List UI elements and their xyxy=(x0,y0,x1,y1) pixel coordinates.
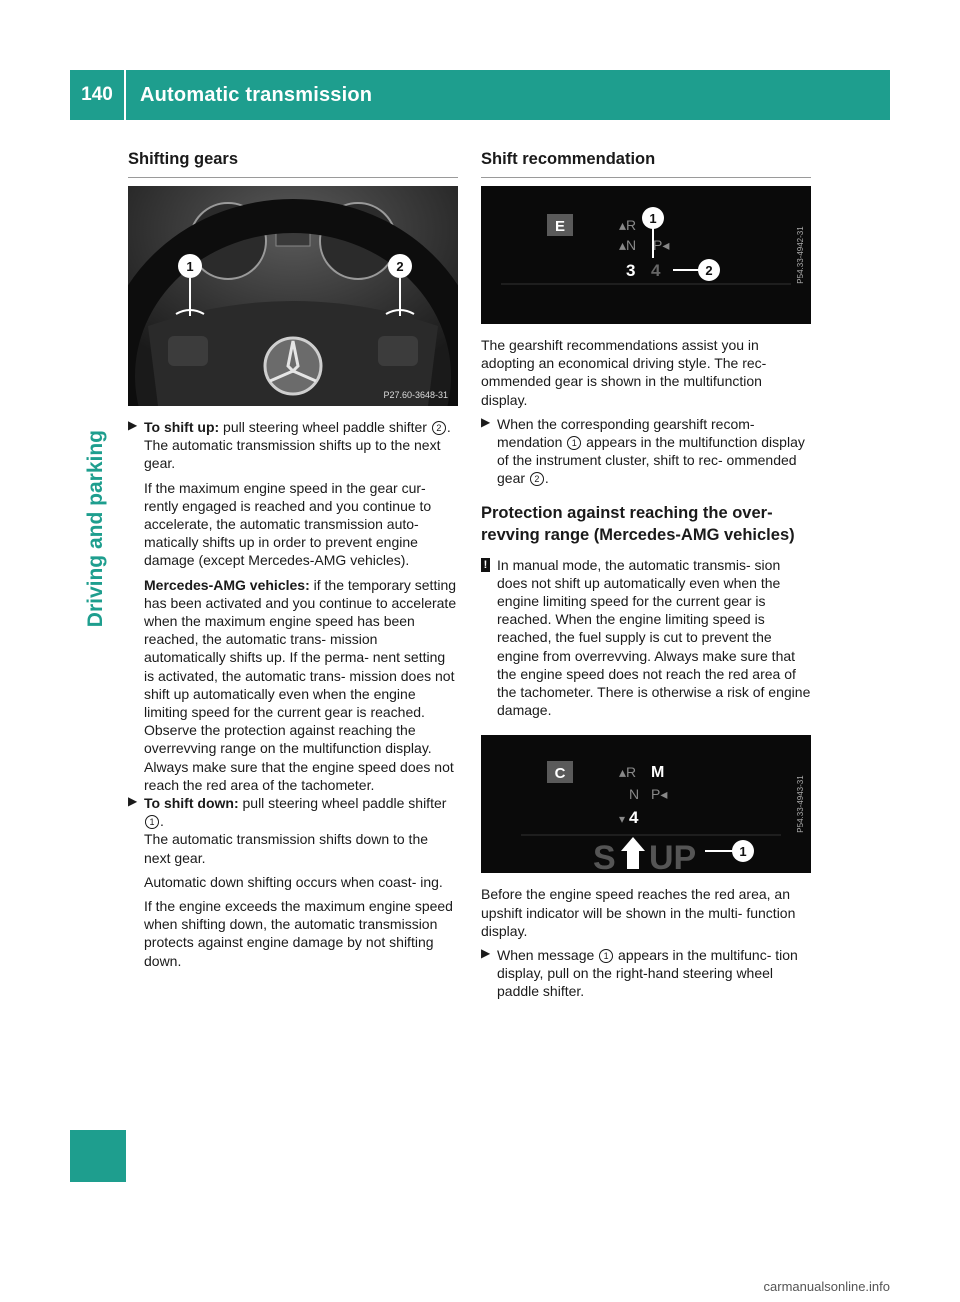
svg-text:1: 1 xyxy=(186,259,194,274)
instruction-shift-down: ▶ To shift down: pull steering wheel paddle shifter 1 . The automatic transmission shifts down to the next gear. Automatic down shifting occurs when coast- ing. If the engine exceeds the maximum engine speed when shifting down, the automatic transmission protects against engine damage by not shifting down. xyxy=(128,794,453,969)
section-heading-shifting-gears: Shifting gears xyxy=(128,150,458,178)
paragraph-gearshift-recommendations: The gearshift recommendations assist you in adopting an economical driving style. The rec- ommended gear is shown in the multifunction display. xyxy=(481,337,767,408)
svg-text:4: 4 xyxy=(651,261,661,280)
svg-text:P54.33-4942-31: P54.33-4942-31 xyxy=(796,226,805,284)
warning-note: ! In manual mode, the automatic transmis- sion does not shift up automatically even when the engine limiting speed for the current gear is reached. When the engine limiting speed is reached, the fuel supply is cut to prevent the engine from overrevving. Always make sure that the engine speed does not reach the red area of the tachometer. There is otherwise a risk of engine damage. xyxy=(481,556,811,720)
callout-1: 1 xyxy=(599,949,613,963)
instruction-shift-up: ▶ To shift up: pull steering wheel paddle shifter 2 . The automatic transmission shifts up to the next gear. If the maximum engine speed in the gear cur- rently engaged is reached and you continue to accelerate, the automatic transmission auto- matically shifts up in order to prevent engine damage (except Mercedes-AMG vehicles). Mercedes-AMG vehicles: if the temporary setting has been activated and you continue to accelerate when the maximum engine speed has been reached, the automatic trans- mission automatically shifts up. If the perma- nent setting is activated, the automatic trans- mission does not shift up automatically even when the engine limiting speed for the current gear is reached. Observe the protection against reaching the overrevving range on the multifunction display. Always make sure that the engine speed does not reach the red area of the tachometer. xyxy=(128,418,457,793)
svg-text:2: 2 xyxy=(705,263,713,278)
svg-text:1: 1 xyxy=(739,844,747,860)
svg-text:N: N xyxy=(629,786,640,803)
svg-text:▴R: ▴R xyxy=(619,217,637,233)
upshift-indicator-figure xyxy=(481,735,811,873)
bullet-arrow-icon: ▶ xyxy=(128,794,138,809)
steering-wheel-illustration xyxy=(128,186,458,406)
callout-2: 2 xyxy=(432,421,446,435)
instruction-pull-right-paddle: ▶ When message 1 appears in the multifunc- tion display, pull on the right-hand steering wheel paddle shifter. xyxy=(481,946,798,1000)
svg-text:E: E xyxy=(554,218,566,235)
callout-1: 1 xyxy=(145,815,159,829)
steering-wheel-figure xyxy=(128,186,458,406)
svg-text:4: 4 xyxy=(629,808,639,828)
svg-text:P◂: P◂ xyxy=(653,237,670,253)
svg-text:P54.33-4943-31: P54.33-4943-31 xyxy=(796,775,805,834)
svg-text:S: S xyxy=(593,839,616,874)
left-column xyxy=(128,150,458,970)
watermark: carmanualsonline.info xyxy=(763,1279,890,1294)
instruction-follow-recommendation: ▶ When the corresponding gearshift recom- mendation 1 appears in the multifunction display of the instrument cluster, shift to rec- ommended gear 2 . xyxy=(481,414,805,487)
svg-text:UP: UP xyxy=(649,839,697,874)
svg-text:P◂: P◂ xyxy=(651,786,668,803)
bullet-arrow-icon: ▶ xyxy=(481,414,491,429)
bullet-arrow-icon: ▶ xyxy=(481,946,491,961)
bullet-arrow-icon: ▶ xyxy=(128,418,138,432)
shift-recommendation-figure xyxy=(481,186,811,324)
side-tab-marker xyxy=(70,1130,126,1182)
svg-text:M: M xyxy=(651,764,665,782)
page-header xyxy=(70,70,890,120)
right-column xyxy=(481,150,811,1001)
upshift-indicator-display xyxy=(481,735,811,873)
section-heading-overrevving-protection: Protection against reaching the over- revving range (Mercedes-AMG vehicles) xyxy=(481,503,795,544)
section-heading-shift-recommendation: Shift recommendation xyxy=(481,150,811,178)
svg-text:▴R: ▴R xyxy=(619,764,637,781)
callout-1: 1 xyxy=(567,436,581,450)
warning-icon: ! xyxy=(481,558,490,572)
paragraph-upshift-indicator: Before the engine speed reaches the red area, an upshift indicator will be shown in the multi- function display. xyxy=(481,886,796,939)
page-number: 140 xyxy=(70,70,126,120)
shift-recommendation-display xyxy=(481,186,811,324)
chapter-title: Automatic transmission xyxy=(140,83,373,106)
svg-text:P27.60-3648-31: P27.60-3648-31 xyxy=(383,390,448,400)
svg-text:▴N: ▴N xyxy=(619,237,637,253)
svg-text:▾: ▾ xyxy=(619,812,626,827)
svg-text:1: 1 xyxy=(649,211,657,226)
svg-text:3: 3 xyxy=(626,261,636,280)
svg-text:2: 2 xyxy=(396,259,404,274)
svg-text:C: C xyxy=(554,765,566,783)
callout-2: 2 xyxy=(530,472,544,486)
